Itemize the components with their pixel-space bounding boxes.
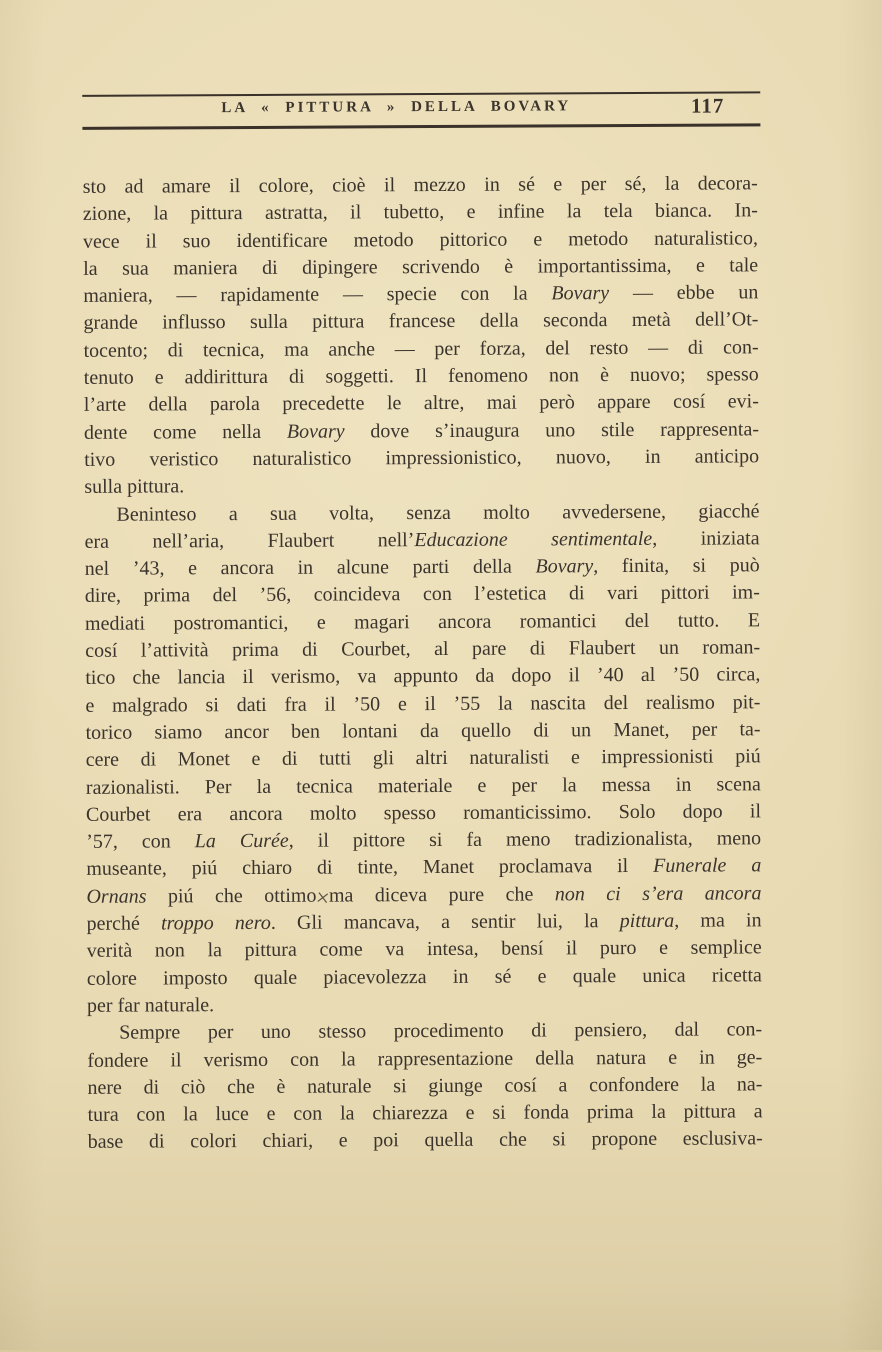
text-segment: sto ad amare il colore, cioè il mezzo in sé e per sé, la decora- bbox=[82, 172, 758, 198]
page-number: 117 bbox=[690, 93, 725, 118]
text-line bbox=[86, 798, 761, 829]
text-segment: torico siamo ancor ben lontani da quello di un Manet, per ta- bbox=[85, 718, 761, 744]
text-line bbox=[84, 471, 759, 502]
italic-text: Funerale a bbox=[653, 854, 762, 878]
text-line bbox=[87, 962, 762, 993]
text-segment: , ma in bbox=[674, 909, 762, 932]
italic-text: Bovary bbox=[551, 282, 610, 305]
text-segment: per far naturale. bbox=[86, 994, 215, 1017]
text-line bbox=[88, 1126, 763, 1157]
text-segment: l’arte della parola precedette le altre, mai però appare cosí evi- bbox=[83, 390, 759, 417]
text-line bbox=[86, 716, 761, 747]
italic-text: pittura bbox=[619, 909, 675, 933]
running-head bbox=[82, 0, 761, 142]
text-segment: cere di Monet e di tutti gli altri naturalisti e impressionisti piú bbox=[85, 745, 761, 772]
text-line bbox=[85, 607, 760, 638]
text-segment: . Gli mancava, a sentir lui, la bbox=[270, 910, 620, 934]
text-line bbox=[86, 771, 761, 802]
text-line bbox=[84, 416, 759, 447]
italic-text: troppo nero bbox=[161, 911, 271, 935]
text-line bbox=[87, 989, 762, 1020]
text-line bbox=[86, 825, 761, 856]
text-line bbox=[85, 552, 760, 583]
italic-text: non ci s’era ancora bbox=[554, 882, 762, 906]
text-segment: Courbet era ancora molto spesso romanticissimo. Solo dopo il bbox=[85, 800, 762, 826]
text-segment: museante, piú chiaro di tinte, Manet proclamava il bbox=[86, 855, 654, 881]
text-line bbox=[87, 1044, 762, 1075]
text-segment: nere di ciò che è naturale si giunge cosí a confondere la na- bbox=[87, 1073, 763, 1099]
text-line bbox=[85, 689, 760, 720]
text-line bbox=[83, 170, 758, 201]
text-segment: zione, la pittura astratta, il tubetto, e infine la tela bianca. In- bbox=[82, 199, 758, 226]
text-segment: mediati postromantici, e magari ancora romantici del tutto. E bbox=[84, 609, 761, 635]
text-segment: piú che ottimo bbox=[146, 884, 317, 908]
text-line bbox=[86, 853, 761, 884]
text-segment: base di colori chiari, e poi quella che si propone esclusiva- bbox=[87, 1127, 763, 1154]
text-line bbox=[85, 662, 760, 693]
text-segment: Sempre per uno stesso procedimento di pensiero, dal con- bbox=[119, 1018, 763, 1044]
text-segment: , il pittore si fa meno tradizionalista, meno bbox=[288, 827, 762, 852]
text-segment: — ebbe un bbox=[609, 281, 759, 305]
text-line bbox=[84, 361, 759, 392]
text-segment: e malgrado si dati fra il ’50 e il ’55 la nascita del realismo pit- bbox=[85, 690, 761, 717]
italic-text: Ornans bbox=[86, 885, 147, 908]
text-segment: cosí l’attività prima di Courbet, al pare di Flaubert un roman- bbox=[85, 636, 761, 662]
text-line bbox=[84, 389, 759, 420]
handwritten-x-mark: × bbox=[314, 884, 332, 913]
italic-text: Bovary bbox=[535, 555, 594, 578]
text-line bbox=[85, 634, 760, 665]
text-segment: dire, prima del ’56, coincideva con l’estetica di vari pittori im- bbox=[84, 581, 760, 608]
text-line bbox=[84, 498, 759, 529]
text-segment: sulla pittura. bbox=[84, 475, 185, 499]
paragraph bbox=[87, 1017, 763, 1157]
text-segment: colore imposto quale piacevolezza in sé e quale unica ricetta bbox=[86, 963, 762, 990]
text-segment: dente come nella bbox=[83, 420, 287, 444]
italic-text: Bovary bbox=[286, 420, 345, 443]
text-line bbox=[86, 744, 761, 775]
italic-text: Educazione sentimentale bbox=[414, 527, 653, 551]
text-segment: razionalisti. Per la tecnica materiale e per la messa in scena bbox=[85, 772, 761, 799]
text-line bbox=[83, 225, 758, 256]
text-segment: perché bbox=[86, 912, 162, 935]
text-segment: tocento; di tecnica, ma anche — per forza, del resto — di con- bbox=[83, 336, 759, 362]
text-segment: tenuto e addirittura di soggetti. Il fenomeno non è nuovo; spesso bbox=[83, 363, 759, 389]
text-line bbox=[85, 525, 760, 556]
text-line bbox=[83, 307, 758, 338]
page-title: LA « PITTURA » DELLA BOVARY bbox=[221, 98, 572, 117]
text-line bbox=[85, 580, 760, 611]
text-segment: ’57, con bbox=[86, 830, 195, 853]
italic-text: La Curée bbox=[194, 829, 289, 853]
text-line bbox=[83, 252, 758, 283]
text-segment: dove s’inaugura uno stile rappresenta- bbox=[344, 417, 760, 443]
text-block bbox=[83, 170, 763, 1156]
text-segment: tico che lancia il verismo, va appunto da dopo il ’40 al ’50 circa, bbox=[85, 663, 761, 690]
text-line bbox=[83, 198, 758, 229]
text-line bbox=[84, 443, 759, 474]
text-line bbox=[83, 280, 758, 311]
text-line bbox=[86, 880, 761, 911]
text-segment: tura con la luce e con la chiarezza e si fonda prima la pittura a bbox=[87, 1100, 763, 1126]
text-line bbox=[88, 1098, 763, 1129]
text-segment: fondere il verismo con la rappresentazione della natura e in ge- bbox=[87, 1045, 763, 1072]
text-segment: la sua maniera di dipingere scrivendo è importantissima, e tale bbox=[83, 254, 759, 280]
text-line bbox=[87, 907, 762, 938]
text-segment: era nell’aria, Flaubert nell’ bbox=[84, 528, 415, 553]
text-segment: verità non la pittura come va intesa, bensí il puro e semplice bbox=[86, 936, 762, 963]
header-rule-bottom bbox=[82, 123, 760, 130]
text-line bbox=[87, 1017, 762, 1048]
paragraph bbox=[84, 498, 762, 1020]
text-segment: vece il suo identificare metodo pittorico e metodo naturalistico, bbox=[82, 226, 759, 253]
text-segment: grande influsso sulla pittura francese della seconda metà dell’Ot- bbox=[83, 308, 759, 335]
text-segment: Beninteso a sua volta, senza molto avvedersene, giacché bbox=[116, 499, 760, 526]
text-segment: , iniziata bbox=[652, 527, 760, 550]
text-segment: tivo veristico naturalistico impressionistico, nuovo, in anticipo bbox=[84, 445, 760, 471]
header-rule-top bbox=[82, 91, 760, 97]
text-line bbox=[84, 334, 759, 365]
paragraph bbox=[83, 170, 760, 501]
text-line bbox=[87, 1071, 762, 1102]
text-segment: , finita, si può bbox=[593, 554, 760, 578]
text-line bbox=[87, 935, 762, 966]
text-segment: ma diceva pure che bbox=[328, 883, 555, 907]
text-segment: maniera, — rapidamente — specie con la bbox=[83, 282, 552, 308]
text-segment: nel ’43, e ancora in alcune parti della bbox=[84, 555, 536, 581]
